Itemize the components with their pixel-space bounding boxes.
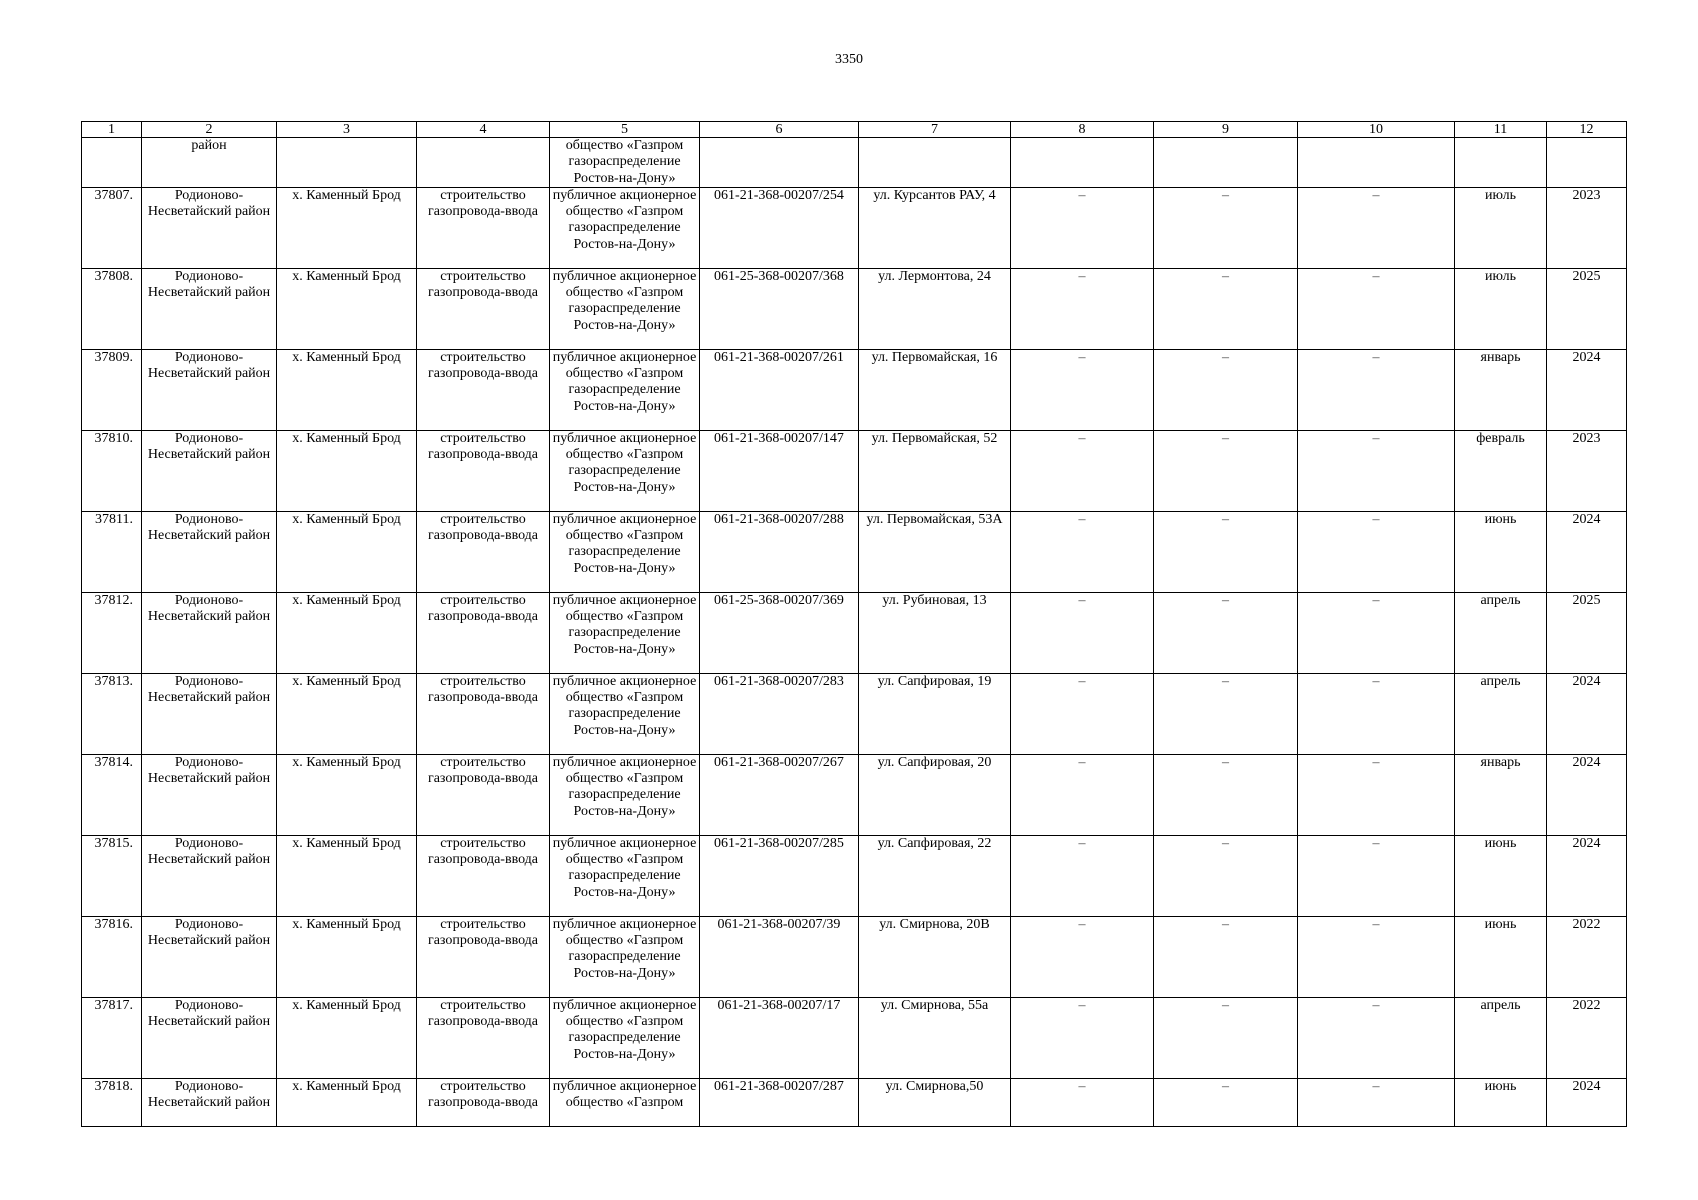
table-row xyxy=(82,673,1627,754)
cell-work xyxy=(417,138,550,188)
cell-settlement: х. Каменный Брод xyxy=(277,187,417,268)
cell-col10: – xyxy=(1298,592,1455,673)
cell-settlement: х. Каменный Брод xyxy=(277,673,417,754)
cell-address: ул. Курсантов РАУ, 4 xyxy=(859,187,1011,268)
cell-col10: – xyxy=(1298,835,1455,916)
continuation-row xyxy=(82,138,1627,188)
cell-number: 37812. xyxy=(82,592,142,673)
cell-month: июнь xyxy=(1455,835,1547,916)
table-row xyxy=(82,349,1627,430)
cell-code: 061-25-368-00207/369 xyxy=(700,592,859,673)
cell-col10: – xyxy=(1298,754,1455,835)
cell-col9 xyxy=(1154,138,1298,188)
cell-month: июль xyxy=(1455,268,1547,349)
cell-year: 2025 xyxy=(1547,592,1627,673)
cell-col10: – xyxy=(1298,268,1455,349)
col-header: 8 xyxy=(1011,122,1154,138)
col-header: 4 xyxy=(417,122,550,138)
cell-col8: – xyxy=(1011,835,1154,916)
cell-month: январь xyxy=(1455,754,1547,835)
table-row xyxy=(82,268,1627,349)
cell-month: июль xyxy=(1455,187,1547,268)
cell-work: строительство газопровода-ввода xyxy=(417,835,550,916)
cell-number: 37810. xyxy=(82,430,142,511)
cell-address xyxy=(859,138,1011,188)
cell-col8: – xyxy=(1011,592,1154,673)
col-header: 7 xyxy=(859,122,1011,138)
col-header: 6 xyxy=(700,122,859,138)
cell-month xyxy=(1455,138,1547,188)
cell-col10: – xyxy=(1298,673,1455,754)
cell-year: 2023 xyxy=(1547,430,1627,511)
cell-number: 37807. xyxy=(82,187,142,268)
cell-year: 2022 xyxy=(1547,916,1627,997)
cell-col8: – xyxy=(1011,511,1154,592)
cell-number xyxy=(82,138,142,188)
cell-col9: – xyxy=(1154,592,1298,673)
cell-number: 37815. xyxy=(82,835,142,916)
cell-settlement: х. Каменный Брод xyxy=(277,268,417,349)
registry-table xyxy=(81,121,1627,1127)
cell-organization: публичное акционерное общество «Газпром газораспределение Ростов-на-Дону» xyxy=(550,592,700,673)
cell-address: ул. Смирнова,50 xyxy=(859,1078,1011,1126)
cell-address: ул. Первомайская, 53А xyxy=(859,511,1011,592)
cell-organization: общество «Газпром газораспределение Ростов-на-Дону» xyxy=(550,138,700,188)
cell-col8: – xyxy=(1011,1078,1154,1126)
cell-organization: публичное акционерное общество «Газпром газораспределение Ростов-на-Дону» xyxy=(550,997,700,1078)
cell-month: апрель xyxy=(1455,592,1547,673)
cell-district: Родионово-Несветайский район xyxy=(142,511,277,592)
cell-code: 061-21-368-00207/254 xyxy=(700,187,859,268)
cell-district: район xyxy=(142,138,277,188)
cell-year: 2024 xyxy=(1547,349,1627,430)
cell-col9: – xyxy=(1154,1078,1298,1126)
col-header: 3 xyxy=(277,122,417,138)
cell-settlement: х. Каменный Брод xyxy=(277,754,417,835)
cell-work: строительство газопровода-ввода xyxy=(417,754,550,835)
cell-address: ул. Рубиновая, 13 xyxy=(859,592,1011,673)
cell-district: Родионово-Несветайский район xyxy=(142,754,277,835)
cell-col10: – xyxy=(1298,916,1455,997)
cell-settlement: х. Каменный Брод xyxy=(277,349,417,430)
cell-number: 37813. xyxy=(82,673,142,754)
cell-district: Родионово-Несветайский район xyxy=(142,349,277,430)
cell-col9: – xyxy=(1154,997,1298,1078)
cell-col9: – xyxy=(1154,673,1298,754)
cell-year: 2025 xyxy=(1547,268,1627,349)
cell-col8: – xyxy=(1011,430,1154,511)
cell-col10: – xyxy=(1298,187,1455,268)
cell-organization: публичное акционерное общество «Газпром газораспределение Ростов-на-Дону» xyxy=(550,754,700,835)
cell-settlement: х. Каменный Брод xyxy=(277,1078,417,1126)
cell-code: 061-21-368-00207/147 xyxy=(700,430,859,511)
cell-organization: публичное акционерное общество «Газпром газораспределение Ростов-на-Дону» xyxy=(550,187,700,268)
cell-work: строительство газопровода-ввода xyxy=(417,349,550,430)
cell-year: 2024 xyxy=(1547,835,1627,916)
cell-address: ул. Первомайская, 52 xyxy=(859,430,1011,511)
cell-col9: – xyxy=(1154,754,1298,835)
cell-month: январь xyxy=(1455,349,1547,430)
cell-district: Родионово-Несветайский район xyxy=(142,997,277,1078)
cell-number: 37817. xyxy=(82,997,142,1078)
cell-col10: – xyxy=(1298,1078,1455,1126)
cell-year: 2022 xyxy=(1547,997,1627,1078)
table-row xyxy=(82,187,1627,268)
cell-district: Родионово-Несветайский район xyxy=(142,835,277,916)
table-row xyxy=(82,754,1627,835)
cell-month: июнь xyxy=(1455,511,1547,592)
cell-organization: публичное акционерное общество «Газпром газораспределение Ростов-на-Дону» xyxy=(550,673,700,754)
column-number-header xyxy=(82,122,1627,138)
table-row xyxy=(82,592,1627,673)
cell-col9: – xyxy=(1154,511,1298,592)
cell-col8: – xyxy=(1011,187,1154,268)
registry-body xyxy=(82,122,1627,1127)
cell-work: строительство газопровода-ввода xyxy=(417,430,550,511)
cell-col8 xyxy=(1011,138,1154,188)
cell-col8: – xyxy=(1011,754,1154,835)
cell-col10: – xyxy=(1298,511,1455,592)
cell-code: 061-21-368-00207/17 xyxy=(700,997,859,1078)
cell-work: строительство газопровода-ввода xyxy=(417,511,550,592)
cell-code: 061-21-368-00207/283 xyxy=(700,673,859,754)
cell-col8: – xyxy=(1011,349,1154,430)
cell-number: 37818. xyxy=(82,1078,142,1126)
cell-number: 37808. xyxy=(82,268,142,349)
cell-col9: – xyxy=(1154,916,1298,997)
cell-address: ул. Смирнова, 55а xyxy=(859,997,1011,1078)
cell-address: ул. Первомайская, 16 xyxy=(859,349,1011,430)
cell-month: июнь xyxy=(1455,916,1547,997)
cell-col8: – xyxy=(1011,916,1154,997)
cell-address: ул. Сапфировая, 19 xyxy=(859,673,1011,754)
cell-address: ул. Сапфировая, 20 xyxy=(859,754,1011,835)
cell-organization: публичное акционерное общество «Газпром газораспределение Ростов-на-Дону» xyxy=(550,511,700,592)
col-header: 2 xyxy=(142,122,277,138)
cell-col9: – xyxy=(1154,430,1298,511)
cell-code xyxy=(700,138,859,188)
cell-code: 061-21-368-00207/287 xyxy=(700,1078,859,1126)
table-row xyxy=(82,511,1627,592)
cell-col9: – xyxy=(1154,187,1298,268)
cell-settlement: х. Каменный Брод xyxy=(277,916,417,997)
cell-settlement: х. Каменный Брод xyxy=(277,997,417,1078)
cell-work: строительство газопровода-ввода xyxy=(417,592,550,673)
cell-number: 37814. xyxy=(82,754,142,835)
cell-district: Родионово-Несветайский район xyxy=(142,430,277,511)
cell-organization: публичное акционерное общество «Газпром газораспределение Ростов-на-Дону» xyxy=(550,916,700,997)
cell-col10: – xyxy=(1298,430,1455,511)
cell-settlement: х. Каменный Брод xyxy=(277,835,417,916)
cell-col10: – xyxy=(1298,997,1455,1078)
cell-col8: – xyxy=(1011,673,1154,754)
page-number: 3350 xyxy=(835,52,863,67)
cell-number: 37809. xyxy=(82,349,142,430)
cell-year: 2024 xyxy=(1547,754,1627,835)
col-header: 10 xyxy=(1298,122,1455,138)
col-header: 1 xyxy=(82,122,142,138)
cell-address: ул. Смирнова, 20В xyxy=(859,916,1011,997)
cell-settlement: х. Каменный Брод xyxy=(277,430,417,511)
cell-year xyxy=(1547,138,1627,188)
col-header: 5 xyxy=(550,122,700,138)
cell-code: 061-21-368-00207/267 xyxy=(700,754,859,835)
cell-month: апрель xyxy=(1455,997,1547,1078)
cell-district: Родионово-Несветайский район xyxy=(142,673,277,754)
cell-col9: – xyxy=(1154,835,1298,916)
cell-settlement xyxy=(277,138,417,188)
cell-settlement: х. Каменный Брод xyxy=(277,592,417,673)
cell-work: строительство газопровода-ввода xyxy=(417,916,550,997)
cell-code: 061-21-368-00207/285 xyxy=(700,835,859,916)
cell-work: строительство газопровода-ввода xyxy=(417,187,550,268)
col-header: 12 xyxy=(1547,122,1627,138)
table-row xyxy=(82,997,1627,1078)
cell-year: 2024 xyxy=(1547,673,1627,754)
cell-year: 2024 xyxy=(1547,1078,1627,1126)
cell-month: февраль xyxy=(1455,430,1547,511)
cell-col8: – xyxy=(1011,268,1154,349)
cell-district: Родионово-Несветайский район xyxy=(142,268,277,349)
cell-district: Родионово-Несветайский район xyxy=(142,187,277,268)
cell-month: июнь xyxy=(1455,1078,1547,1126)
cell-organization: публичное акционерное общество «Газпром газораспределение Ростов-на-Дону» xyxy=(550,430,700,511)
cell-work: строительство газопровода-ввода xyxy=(417,997,550,1078)
table-row xyxy=(82,1078,1627,1126)
cell-organization: публичное акционерное общество «Газпром газораспределение Ростов-на-Дону» xyxy=(550,835,700,916)
cell-district: Родионово-Несветайский район xyxy=(142,592,277,673)
cell-address: ул. Сапфировая, 22 xyxy=(859,835,1011,916)
cell-organization: публичное акционерное общество «Газпром газораспределение Ростов-на-Дону» xyxy=(550,349,700,430)
cell-organization: публичное акционерное общество «Газпром xyxy=(550,1078,700,1126)
cell-district: Родионово-Несветайский район xyxy=(142,1078,277,1126)
cell-code: 061-21-368-00207/39 xyxy=(700,916,859,997)
cell-year: 2023 xyxy=(1547,187,1627,268)
cell-col8: – xyxy=(1011,997,1154,1078)
cell-work: строительство газопровода-ввода xyxy=(417,268,550,349)
cell-work: строительство газопровода-ввода xyxy=(417,1078,550,1126)
cell-year: 2024 xyxy=(1547,511,1627,592)
cell-code: 061-21-368-00207/288 xyxy=(700,511,859,592)
cell-col10 xyxy=(1298,138,1455,188)
cell-col10: – xyxy=(1298,349,1455,430)
cell-address: ул. Лермонтова, 24 xyxy=(859,268,1011,349)
cell-code: 061-21-368-00207/261 xyxy=(700,349,859,430)
cell-number: 37811. xyxy=(82,511,142,592)
cell-organization: публичное акционерное общество «Газпром газораспределение Ростов-на-Дону» xyxy=(550,268,700,349)
cell-col9: – xyxy=(1154,349,1298,430)
table-row xyxy=(82,430,1627,511)
cell-district: Родионово-Несветайский район xyxy=(142,916,277,997)
table-row xyxy=(82,916,1627,997)
col-header: 9 xyxy=(1154,122,1298,138)
cell-work: строительство газопровода-ввода xyxy=(417,673,550,754)
cell-month: апрель xyxy=(1455,673,1547,754)
table-row xyxy=(82,835,1627,916)
cell-code: 061-25-368-00207/368 xyxy=(700,268,859,349)
cell-number: 37816. xyxy=(82,916,142,997)
col-header: 11 xyxy=(1455,122,1547,138)
cell-settlement: х. Каменный Брод xyxy=(277,511,417,592)
cell-col9: – xyxy=(1154,268,1298,349)
